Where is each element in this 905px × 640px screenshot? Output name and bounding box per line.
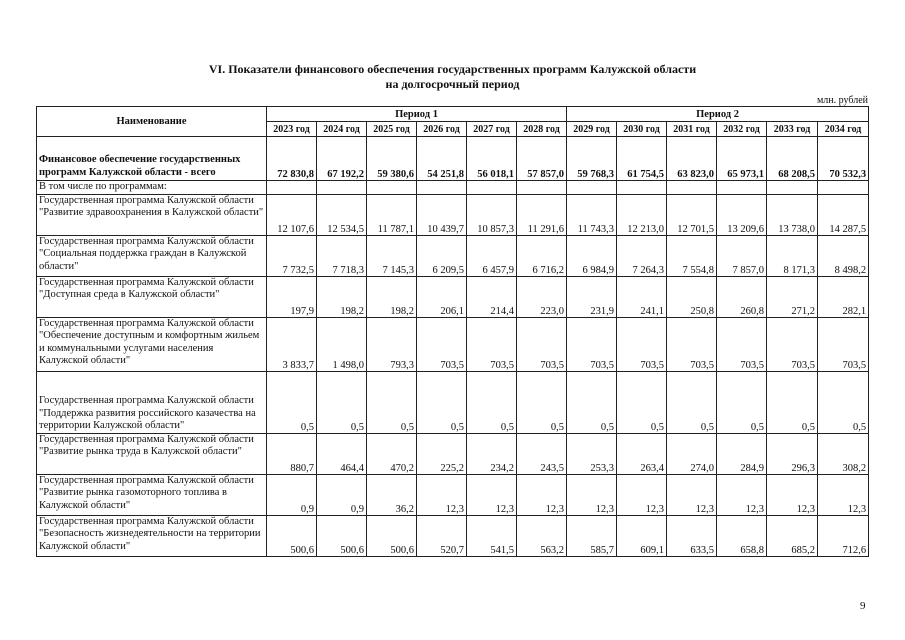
program-value-cell: 6 984,9 <box>567 235 617 276</box>
program-value-cell: 703,5 <box>818 317 869 371</box>
total-value-cell: 67 192,2 <box>317 137 367 181</box>
total-value-cell: 59 768,3 <box>567 137 617 181</box>
program-value-cell: 12,3 <box>667 474 717 515</box>
program-value-cell: 260,8 <box>717 276 767 317</box>
year-header: 2032 год <box>717 122 767 137</box>
program-value-cell: 263,4 <box>617 433 667 474</box>
program-value-cell: 214,4 <box>467 276 517 317</box>
period2-header: Период 2 <box>567 107 869 122</box>
program-name: Государственная программа Калужской области "Развитие рынка труда в Калужской области" <box>37 433 267 474</box>
year-header: 2024 год <box>317 122 367 137</box>
program-value-cell: 225,2 <box>417 433 467 474</box>
program-value-cell: 7 857,0 <box>717 235 767 276</box>
year-header: 2028 год <box>517 122 567 137</box>
program-value-cell: 500,6 <box>317 515 367 556</box>
program-row <box>37 317 869 371</box>
total-row <box>37 137 869 181</box>
empty-cell <box>417 181 467 195</box>
program-row <box>37 474 869 515</box>
empty-cell <box>517 181 567 195</box>
program-value-cell: 703,5 <box>717 317 767 371</box>
title-line-2: на долгосрочный период <box>385 77 520 91</box>
program-value-cell: 12,3 <box>417 474 467 515</box>
program-value-cell: 7 718,3 <box>317 235 367 276</box>
program-name: Государственная программа Калужской области "Доступная среда в Калужской области" <box>37 276 267 317</box>
program-value-cell: 703,5 <box>467 317 517 371</box>
empty-cell <box>767 181 818 195</box>
year-header: 2030 год <box>617 122 667 137</box>
total-value-cell: 61 754,5 <box>617 137 667 181</box>
total-value-cell: 56 018,1 <box>467 137 517 181</box>
year-header: 2027 год <box>467 122 517 137</box>
program-name: Государственная программа Калужской области "Обеспечение доступным и комфортным жильем и коммунальными услугами населения Калужской области" <box>37 317 267 371</box>
total-value-cell: 68 208,5 <box>767 137 818 181</box>
program-value-cell: 880,7 <box>267 433 317 474</box>
program-value-cell: 8 498,2 <box>818 235 869 276</box>
title-line-1: VI. Показатели финансового обеспечения государственных программ Калужской области <box>208 62 697 76</box>
program-value-cell: 11 291,6 <box>517 194 567 235</box>
program-value-cell: 500,6 <box>367 515 417 556</box>
program-value-cell: 10 439,7 <box>417 194 467 235</box>
program-value-cell: 0,5 <box>667 371 717 433</box>
subheader-row <box>37 181 869 195</box>
program-value-cell: 13 738,0 <box>767 194 818 235</box>
year-header: 2026 год <box>417 122 467 137</box>
program-value-cell: 712,6 <box>818 515 869 556</box>
program-value-cell: 0,5 <box>767 371 818 433</box>
program-value-cell: 296,3 <box>767 433 818 474</box>
program-value-cell: 206,1 <box>417 276 467 317</box>
empty-cell <box>267 181 317 195</box>
program-value-cell: 6 457,9 <box>467 235 517 276</box>
year-header: 2031 год <box>667 122 717 137</box>
empty-cell <box>617 181 667 195</box>
program-name: Государственная программа Калужской области "Социальная поддержка граждан в Калужской области" <box>37 235 267 276</box>
program-value-cell: 241,1 <box>617 276 667 317</box>
subheader-label: В том числе по программам: <box>37 181 267 195</box>
program-value-cell: 703,5 <box>667 317 717 371</box>
period1-header: Период 1 <box>267 107 567 122</box>
program-value-cell: 12,3 <box>567 474 617 515</box>
program-value-cell: 585,7 <box>567 515 617 556</box>
program-value-cell: 274,0 <box>667 433 717 474</box>
empty-cell <box>317 181 367 195</box>
empty-cell <box>467 181 517 195</box>
program-value-cell: 12 213,0 <box>617 194 667 235</box>
program-row <box>37 433 869 474</box>
program-value-cell: 0,5 <box>517 371 567 433</box>
program-value-cell: 7 554,8 <box>667 235 717 276</box>
program-value-cell: 11 787,1 <box>367 194 417 235</box>
units-label: млн. рублей <box>816 95 868 106</box>
page-number: 9 <box>860 600 866 612</box>
empty-cell <box>367 181 417 195</box>
program-value-cell: 1 498,0 <box>317 317 367 371</box>
program-value-cell: 12,3 <box>818 474 869 515</box>
program-value-cell: 470,2 <box>367 433 417 474</box>
program-value-cell: 541,5 <box>467 515 517 556</box>
program-value-cell: 0,5 <box>367 371 417 433</box>
year-header: 2033 год <box>767 122 818 137</box>
program-value-cell: 0,5 <box>417 371 467 433</box>
program-value-cell: 284,9 <box>717 433 767 474</box>
program-value-cell: 0,5 <box>567 371 617 433</box>
program-value-cell: 223,0 <box>517 276 567 317</box>
program-value-cell: 0,9 <box>267 474 317 515</box>
program-value-cell: 6 209,5 <box>417 235 467 276</box>
program-value-cell: 7 732,5 <box>267 235 317 276</box>
total-value-cell: 54 251,8 <box>417 137 467 181</box>
program-value-cell: 308,2 <box>818 433 869 474</box>
program-value-cell: 703,5 <box>517 317 567 371</box>
program-value-cell: 197,9 <box>267 276 317 317</box>
program-value-cell: 520,7 <box>417 515 467 556</box>
empty-cell <box>818 181 869 195</box>
program-value-cell: 793,3 <box>367 317 417 371</box>
program-value-cell: 7 264,3 <box>617 235 667 276</box>
program-value-cell: 703,5 <box>767 317 818 371</box>
program-row <box>37 194 869 235</box>
program-value-cell: 703,5 <box>617 317 667 371</box>
program-value-cell: 12,3 <box>717 474 767 515</box>
program-value-cell: 3 833,7 <box>267 317 317 371</box>
program-value-cell: 198,2 <box>317 276 367 317</box>
year-header: 2029 год <box>567 122 617 137</box>
total-row-name: Финансовое обеспечение государственных программ Калужской области - всего <box>37 137 267 181</box>
program-value-cell: 685,2 <box>767 515 818 556</box>
program-value-cell: 0,5 <box>317 371 367 433</box>
program-row <box>37 276 869 317</box>
program-row <box>37 371 869 433</box>
year-header: 2023 год <box>267 122 317 137</box>
program-value-cell: 6 716,2 <box>517 235 567 276</box>
program-value-cell: 703,5 <box>417 317 467 371</box>
program-value-cell: 12 107,6 <box>267 194 317 235</box>
program-value-cell: 12,3 <box>767 474 818 515</box>
program-value-cell: 0,5 <box>267 371 317 433</box>
program-value-cell: 10 857,3 <box>467 194 517 235</box>
total-value-cell: 57 857,0 <box>517 137 567 181</box>
program-value-cell: 703,5 <box>567 317 617 371</box>
program-value-cell: 12 701,5 <box>667 194 717 235</box>
program-name: Государственная программа Калужской области "Развитие здравоохранения в Калужской области" <box>37 194 267 235</box>
program-value-cell: 0,5 <box>467 371 517 433</box>
program-value-cell: 12,3 <box>517 474 567 515</box>
empty-cell <box>567 181 617 195</box>
program-value-cell: 8 171,3 <box>767 235 818 276</box>
program-name: Государственная программа Калужской области "Безопасность жизнедеятельности на территории Калужской области" <box>37 515 267 556</box>
program-value-cell: 7 145,3 <box>367 235 417 276</box>
program-value-cell: 0,5 <box>818 371 869 433</box>
program-name: Государственная программа Калужской области "Развитие рынка газомоторного топлива в Калужской области" <box>37 474 267 515</box>
program-row <box>37 515 869 556</box>
program-value-cell: 658,8 <box>717 515 767 556</box>
program-value-cell: 12,3 <box>467 474 517 515</box>
program-name: Государственная программа Калужской области "Поддержка развития российского казачества на территории Калужской области" <box>37 371 267 433</box>
program-value-cell: 243,5 <box>517 433 567 474</box>
year-header: 2034 год <box>818 122 869 137</box>
program-value-cell: 609,1 <box>617 515 667 556</box>
total-value-cell: 65 973,1 <box>717 137 767 181</box>
program-value-cell: 13 209,6 <box>717 194 767 235</box>
program-value-cell: 36,2 <box>367 474 417 515</box>
name-column-header: Наименование <box>37 107 267 137</box>
program-value-cell: 500,6 <box>267 515 317 556</box>
program-value-cell: 12,3 <box>617 474 667 515</box>
program-value-cell: 250,8 <box>667 276 717 317</box>
empty-cell <box>667 181 717 195</box>
program-value-cell: 198,2 <box>367 276 417 317</box>
total-value-cell: 59 380,6 <box>367 137 417 181</box>
program-value-cell: 253,3 <box>567 433 617 474</box>
year-header: 2025 год <box>367 122 417 137</box>
total-value-cell: 72 830,8 <box>267 137 317 181</box>
program-value-cell: 464,4 <box>317 433 367 474</box>
program-value-cell: 11 743,3 <box>567 194 617 235</box>
total-value-cell: 70 532,3 <box>818 137 869 181</box>
program-value-cell: 14 287,5 <box>818 194 869 235</box>
program-row <box>37 235 869 276</box>
program-value-cell: 231,9 <box>567 276 617 317</box>
total-value-cell: 63 823,0 <box>667 137 717 181</box>
program-value-cell: 0,5 <box>717 371 767 433</box>
program-value-cell: 234,2 <box>467 433 517 474</box>
program-value-cell: 282,1 <box>818 276 869 317</box>
program-value-cell: 633,5 <box>667 515 717 556</box>
financial-table <box>36 106 869 557</box>
program-value-cell: 0,9 <box>317 474 367 515</box>
program-value-cell: 563,2 <box>517 515 567 556</box>
program-value-cell: 0,5 <box>617 371 667 433</box>
program-value-cell: 271,2 <box>767 276 818 317</box>
empty-cell <box>717 181 767 195</box>
program-value-cell: 12 534,5 <box>317 194 367 235</box>
document-title <box>0 62 905 92</box>
